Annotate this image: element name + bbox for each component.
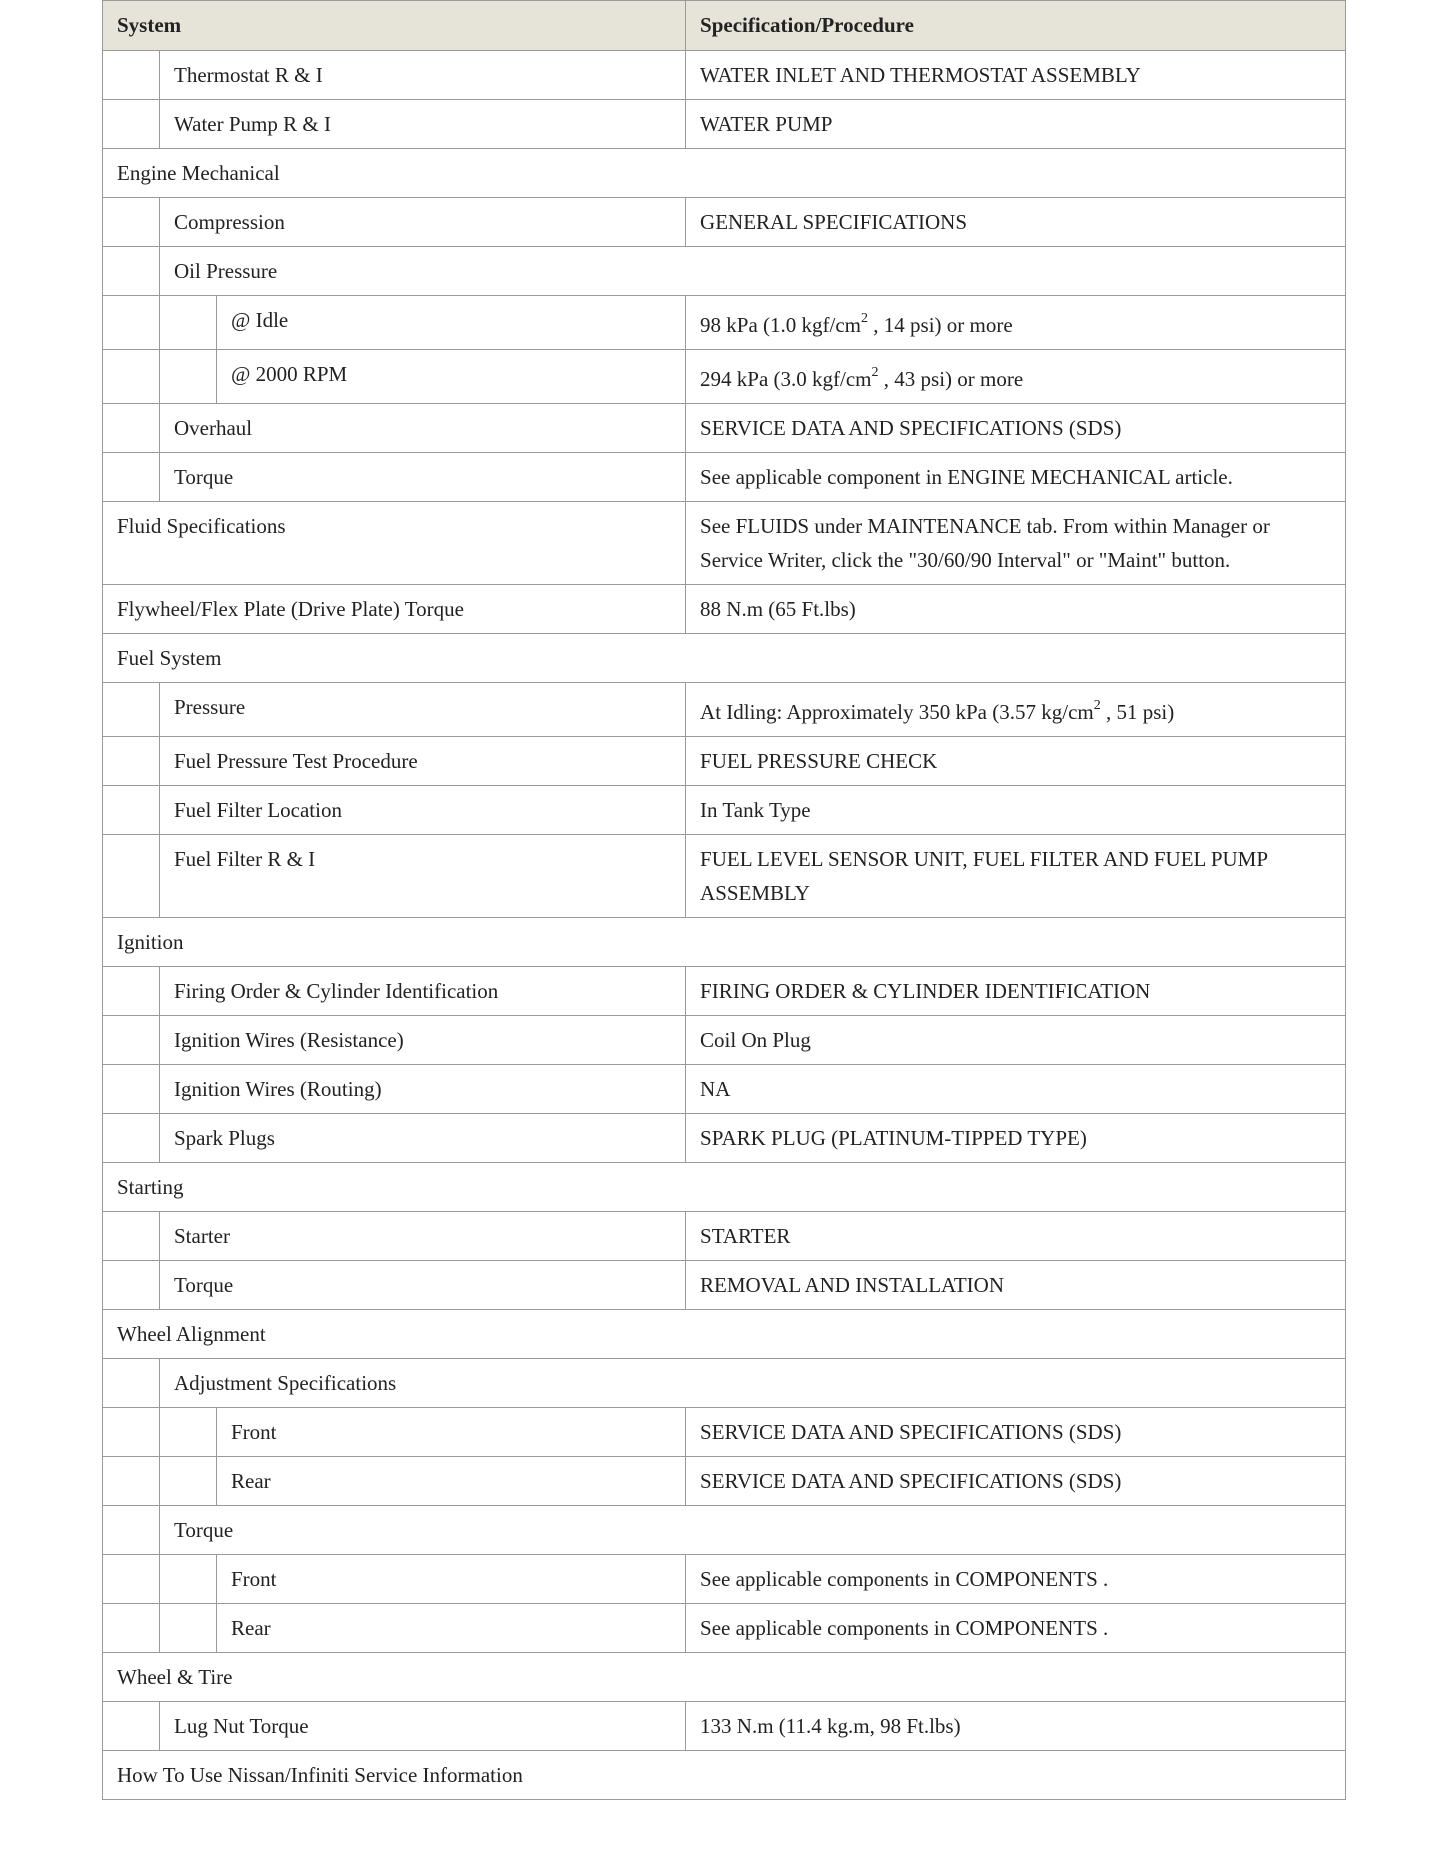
indent-cell	[103, 198, 160, 247]
value-text: 294 kPa (3.0 kgf/cm	[700, 367, 872, 391]
table-row	[103, 296, 1346, 350]
indent-cell	[103, 296, 160, 350]
row-label: Firing Order & Cylinder Identification	[160, 967, 686, 1016]
indent-cell	[103, 404, 160, 453]
table-row	[103, 1016, 1346, 1065]
subsection-row	[103, 247, 1346, 296]
row-label: Water Pump R & I	[160, 100, 686, 149]
indent-cell	[103, 1016, 160, 1065]
row-label: Overhaul	[160, 404, 686, 453]
row-value: See FLUIDS under MAINTENANCE tab. From within Manager or Service Writer, click the "30/60/90 Interval" or "Maint" button.	[686, 502, 1346, 585]
section-label: Wheel & Tire	[103, 1653, 1346, 1702]
section-label: Fuel System	[103, 634, 1346, 683]
row-label: Rear	[217, 1457, 686, 1506]
row-value: SPARK PLUG (PLATINUM-TIPPED TYPE)	[686, 1114, 1346, 1163]
indent-cell	[103, 1261, 160, 1310]
indent-cell	[103, 1212, 160, 1261]
row-label: Torque	[160, 1261, 686, 1310]
row-value: SERVICE DATA AND SPECIFICATIONS (SDS)	[686, 404, 1346, 453]
section-row	[103, 918, 1346, 967]
table-row	[103, 1604, 1346, 1653]
indent-cell	[103, 1604, 160, 1653]
row-value: SERVICE DATA AND SPECIFICATIONS (SDS)	[686, 1457, 1346, 1506]
section-row	[103, 149, 1346, 198]
indent-cell	[160, 1604, 217, 1653]
row-label: Pressure	[160, 683, 686, 737]
row-label: Fluid Specifications	[103, 502, 686, 585]
indent-cell	[160, 296, 217, 350]
row-label: Starter	[160, 1212, 686, 1261]
indent-cell	[103, 453, 160, 502]
indent-cell	[103, 1408, 160, 1457]
row-label: Torque	[160, 453, 686, 502]
indent-cell	[103, 100, 160, 149]
table-row	[103, 1114, 1346, 1163]
indent-cell	[103, 1065, 160, 1114]
indent-cell	[103, 1702, 160, 1751]
row-value: SERVICE DATA AND SPECIFICATIONS (SDS)	[686, 1408, 1346, 1457]
row-label: Lug Nut Torque	[160, 1702, 686, 1751]
row-value: 88 N.m (65 Ft.lbs)	[686, 585, 1346, 634]
section-row	[103, 1751, 1346, 1800]
section-row	[103, 1310, 1346, 1359]
indent-cell	[160, 1457, 217, 1506]
row-label: Fuel Filter R & I	[160, 835, 686, 918]
row-value: 133 N.m (11.4 kg.m, 98 Ft.lbs)	[686, 1702, 1346, 1751]
row-label: Front	[217, 1408, 686, 1457]
subsection-row	[103, 1506, 1346, 1555]
header-system: System	[103, 1, 686, 51]
row-label: Rear	[217, 1604, 686, 1653]
superscript: 2	[861, 311, 869, 326]
section-row	[103, 1163, 1346, 1212]
row-value	[686, 296, 1346, 350]
section-row	[103, 1653, 1346, 1702]
section-label: Wheel Alignment	[103, 1310, 1346, 1359]
row-value: See applicable component in ENGINE MECHANICAL article.	[686, 453, 1346, 502]
row-label: Ignition Wires (Resistance)	[160, 1016, 686, 1065]
row-label: Flywheel/Flex Plate (Drive Plate) Torque	[103, 585, 686, 634]
table-row	[103, 453, 1346, 502]
subsection-label: Torque	[160, 1506, 1346, 1555]
header-spec: Specification/Procedure	[686, 1, 1346, 51]
row-value	[686, 350, 1346, 404]
indent-cell	[103, 51, 160, 100]
row-label: Compression	[160, 198, 686, 247]
indent-cell	[160, 350, 217, 404]
row-label: Fuel Filter Location	[160, 786, 686, 835]
subsection-row	[103, 1359, 1346, 1408]
indent-cell	[103, 350, 160, 404]
table-row	[103, 967, 1346, 1016]
table-row	[103, 683, 1346, 737]
superscript: 2	[871, 365, 879, 380]
indent-cell	[103, 1457, 160, 1506]
indent-cell	[103, 1506, 160, 1555]
table-row	[103, 1212, 1346, 1261]
section-label: Ignition	[103, 918, 1346, 967]
table-header-row	[103, 1, 1346, 51]
indent-cell	[103, 1555, 160, 1604]
section-row	[103, 634, 1346, 683]
spec-table	[102, 0, 1346, 1800]
table-row	[103, 1408, 1346, 1457]
row-value: FIRING ORDER & CYLINDER IDENTIFICATION	[686, 967, 1346, 1016]
indent-cell	[103, 967, 160, 1016]
row-value: GENERAL SPECIFICATIONS	[686, 198, 1346, 247]
row-value: REMOVAL AND INSTALLATION	[686, 1261, 1346, 1310]
row-value: In Tank Type	[686, 786, 1346, 835]
table-row	[103, 404, 1346, 453]
table-row	[103, 1555, 1346, 1604]
indent-cell	[103, 786, 160, 835]
row-value: Coil On Plug	[686, 1016, 1346, 1065]
row-value: FUEL LEVEL SENSOR UNIT, FUEL FILTER AND FUEL PUMP ASSEMBLY	[686, 835, 1346, 918]
indent-cell	[103, 835, 160, 918]
indent-cell	[103, 247, 160, 296]
table-row	[103, 350, 1346, 404]
indent-cell	[103, 737, 160, 786]
row-value	[686, 683, 1346, 737]
row-value: WATER INLET AND THERMOSTAT ASSEMBLY	[686, 51, 1346, 100]
row-label: Ignition Wires (Routing)	[160, 1065, 686, 1114]
table-row	[103, 502, 1346, 585]
row-value: STARTER	[686, 1212, 1346, 1261]
value-text: , 51 psi)	[1100, 700, 1175, 724]
table-row	[103, 198, 1346, 247]
row-label: Thermostat R & I	[160, 51, 686, 100]
table-row	[103, 737, 1346, 786]
table-row	[103, 51, 1346, 100]
table-row	[103, 585, 1346, 634]
section-label: How To Use Nissan/Infiniti Service Information	[103, 1751, 1346, 1800]
table-row	[103, 1261, 1346, 1310]
subsection-label: Adjustment Specifications	[160, 1359, 1346, 1408]
indent-cell	[103, 1114, 160, 1163]
section-label: Starting	[103, 1163, 1346, 1212]
row-value: See applicable components in COMPONENTS .	[686, 1604, 1346, 1653]
row-label: @ 2000 RPM	[217, 350, 686, 404]
value-text: 98 kPa (1.0 kgf/cm	[700, 313, 862, 337]
indent-cell	[103, 683, 160, 737]
table-row	[103, 1702, 1346, 1751]
section-label: Engine Mechanical	[103, 149, 1346, 198]
table-row	[103, 100, 1346, 149]
superscript: 2	[1093, 698, 1101, 713]
subsection-label: Oil Pressure	[160, 247, 1346, 296]
value-text: , 14 psi) or more	[868, 313, 1013, 337]
row-value: NA	[686, 1065, 1346, 1114]
row-value: See applicable components in COMPONENTS .	[686, 1555, 1346, 1604]
row-value: FUEL PRESSURE CHECK	[686, 737, 1346, 786]
indent-cell	[160, 1555, 217, 1604]
row-label: @ Idle	[217, 296, 686, 350]
indent-cell	[103, 1359, 160, 1408]
table-row	[103, 835, 1346, 918]
row-value: WATER PUMP	[686, 100, 1346, 149]
row-label: Front	[217, 1555, 686, 1604]
value-text: , 43 psi) or more	[878, 367, 1024, 391]
table-row	[103, 1457, 1346, 1506]
indent-cell	[160, 1408, 217, 1457]
row-label: Fuel Pressure Test Procedure	[160, 737, 686, 786]
row-label: Spark Plugs	[160, 1114, 686, 1163]
table-row	[103, 786, 1346, 835]
table-row	[103, 1065, 1346, 1114]
value-text: At Idling: Approximately 350 kPa (3.57 kg/cm	[700, 700, 1094, 724]
